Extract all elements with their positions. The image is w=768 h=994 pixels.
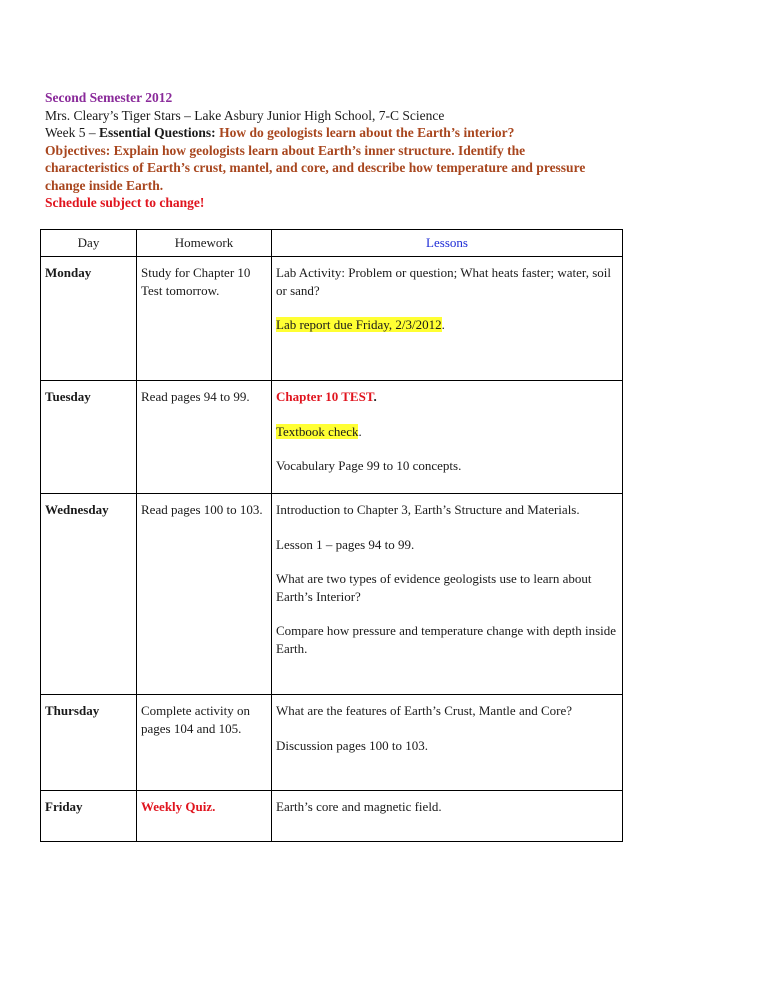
homework-cell: Study for Chapter 10 Test tomorrow. xyxy=(137,257,272,381)
highlighted-text: Lab report due Friday, 2/3/2012 xyxy=(276,317,442,332)
homework-cell: Read pages 100 to 103. xyxy=(137,494,272,695)
week-prefix: Week 5 – xyxy=(45,125,100,140)
schedule-table xyxy=(40,229,623,842)
essential-questions-text: How do geologists learn about the Earth’s interior? xyxy=(215,125,515,140)
lesson-item: What are the features of Earth’s Crust, Mantle and Core? xyxy=(276,703,572,718)
lessons-cell xyxy=(272,381,623,494)
lesson-item: What are two types of evidence geologists use to learn about Earth’s Interior? xyxy=(276,571,592,604)
semester-title: Second Semester 2012 xyxy=(45,90,173,105)
essential-questions-label: Essential Questions: xyxy=(99,125,216,140)
lesson-item: Compare how pressure and temperature change with depth inside Earth. xyxy=(276,623,617,656)
lessons-cell xyxy=(272,494,623,695)
day-friday: Friday xyxy=(41,791,137,842)
page-header xyxy=(45,89,605,212)
lessons-cell xyxy=(272,257,623,381)
lesson-item: Earth’s core and magnetic field. xyxy=(276,799,442,814)
header-day: Day xyxy=(41,230,137,257)
homework-cell: Weekly Quiz. xyxy=(137,791,272,842)
lesson-item: Discussion pages 100 to 103. xyxy=(276,737,429,753)
lesson-item: Lesson 1 – pages 94 to 99. xyxy=(276,536,415,552)
class-line: Mrs. Cleary’s Tiger Stars – Lake Asbury Junior High School, 7-C Science xyxy=(45,107,445,123)
header-homework: Homework xyxy=(137,230,272,257)
schedule-note: Schedule subject to change! xyxy=(45,195,205,210)
lesson-item: Lab Activity: Problem or question; What heats faster; water, soil or sand? xyxy=(276,265,611,298)
objectives: Objectives: Explain how geologists learn about Earth’s inner structure. Identify the characteristics of Earth’s crust, mantel, and core, and describe how temperature and pressure change inside Earth. xyxy=(45,142,586,193)
lesson-item: Vocabulary Page 99 to 10 concepts. xyxy=(276,458,462,473)
table-row xyxy=(41,791,623,842)
lessons-cell xyxy=(272,791,623,842)
table-row xyxy=(41,695,623,791)
day-thursday: Thursday xyxy=(41,695,137,791)
week-line xyxy=(45,124,605,142)
table-row xyxy=(41,381,623,494)
lesson-item: Introduction to Chapter 3, Earth’s Structure and Materials. xyxy=(276,502,580,517)
table-header-row xyxy=(41,230,623,257)
homework-cell: Read pages 94 to 99. xyxy=(137,381,272,494)
lessons-cell xyxy=(272,695,623,791)
header-lessons: Lessons xyxy=(272,230,623,257)
lesson-item: Textbook check. xyxy=(276,423,362,439)
table-row xyxy=(41,494,623,695)
lesson-item: Chapter 10 TEST. xyxy=(276,389,377,404)
day-tuesday: Tuesday xyxy=(41,381,137,494)
homework-cell: Complete activity on pages 104 and 105. xyxy=(137,695,272,791)
day-wednesday: Wednesday xyxy=(41,494,137,695)
table-row xyxy=(41,257,623,381)
day-monday: Monday xyxy=(41,257,137,381)
highlighted-text: Textbook check xyxy=(276,423,359,439)
lesson-item: Lab report due Friday, 2/3/2012. xyxy=(276,317,445,332)
chapter-test-text: Chapter 10 TEST xyxy=(276,389,374,404)
